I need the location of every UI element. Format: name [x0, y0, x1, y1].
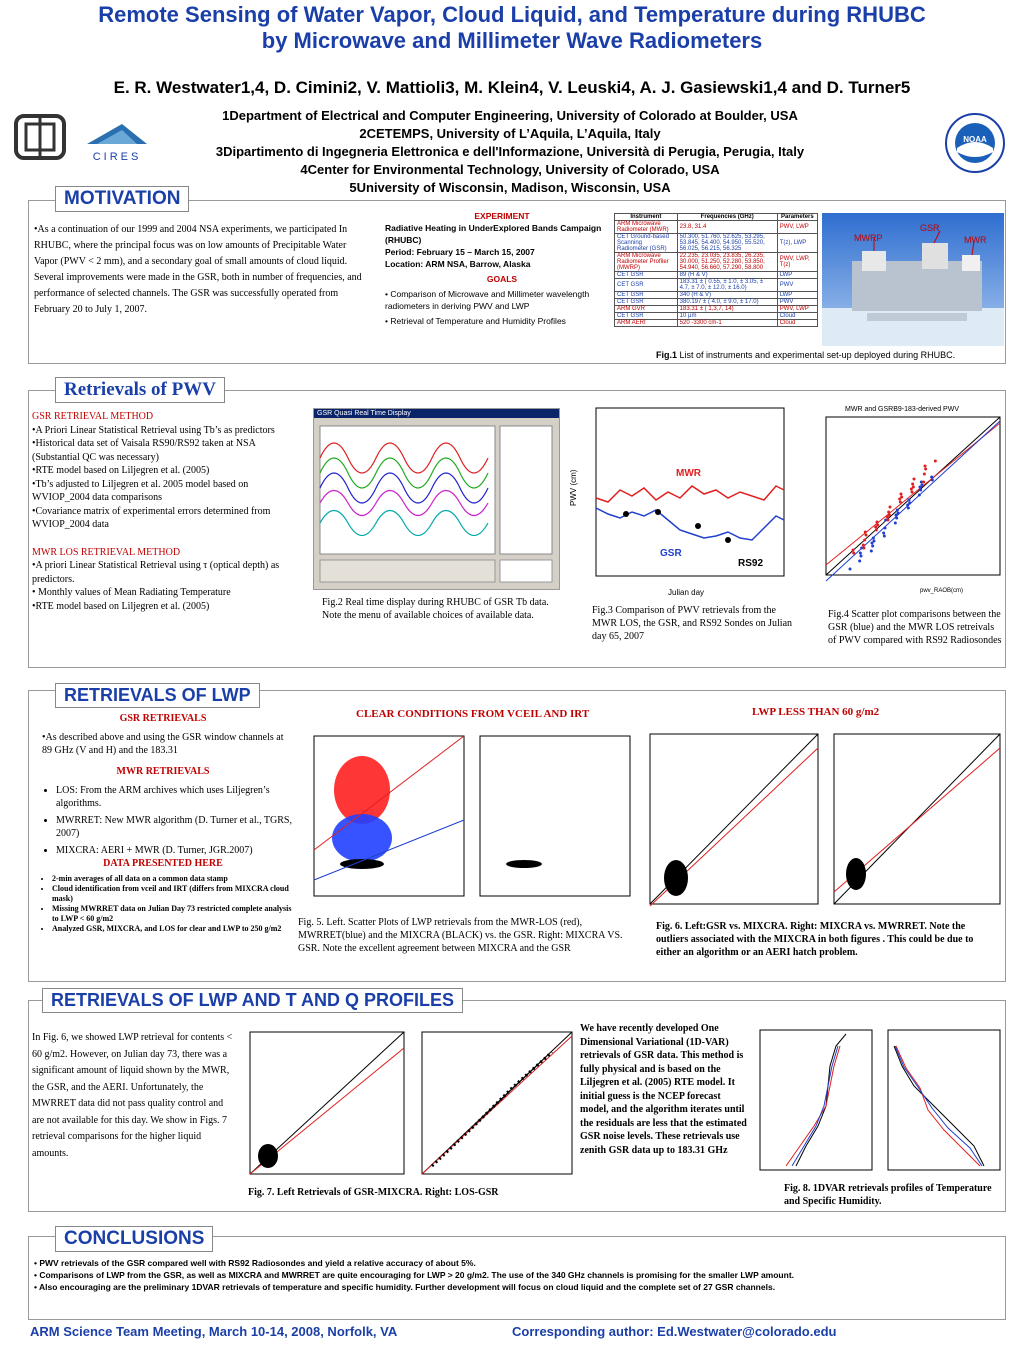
fig3-caption: Fig.3 Comparison of PWV retrievals from the MWR LOS, the GSR, and RS92 Sondes on Julian day 65, 2007: [592, 605, 793, 642]
noaa-logo-text: NOAA: [963, 135, 987, 144]
table-cell: 89 (H & V): [677, 272, 777, 279]
mwr-point: [889, 506, 892, 509]
table-cell: PWV, LWP, T(z): [777, 253, 817, 272]
author-list: E. R. Westwater1,4, D. Cimini2, V. Mattioli3, M. Klein4, V. Leuski4, A. J. Gasiewski1,4 and D. Turner5: [113, 78, 911, 97]
fig2-plot: [314, 418, 559, 586]
motivation-text: •As a continuation of our 1999 and 2004 NSA experiments, we participated In RHUBC, where the principal focus was on low amounts of Precipitable Water Vapor (PWV < 2 mm), and a secondary goal of small amounts of cloud liquid. Several improvements were made in the GSR, both in number of frequencies, and performance of selected channels. The GSR was successfully operated from February 20 to July 1, 2007.: [34, 224, 362, 315]
experiment-line-3: Location: ARM NSA, Barrow, Alaska: [385, 259, 531, 269]
fig3-label-rs92: RS92: [738, 558, 764, 569]
gsr-point: [908, 502, 911, 505]
mwr-point: [923, 473, 926, 476]
table-cell: ARM Microwave Radiometer (MWR): [615, 221, 678, 234]
table-cell: CET GSR: [615, 272, 678, 279]
conclusions-list: [34, 1257, 1000, 1293]
data-item-3: • Missing MWRRET data on Julian Day 73 restricted complete analysis to LWP < 60 g/m2: [52, 904, 292, 924]
mwr-point: [900, 496, 903, 499]
table-row: [615, 234, 818, 253]
mwr-point: [876, 524, 879, 527]
gsr-point: [918, 494, 921, 497]
table-cell: 183.31 ± ( 0.55, ± 1.0, ± 3.05, ± 4.7, ± 7.0, ± 12.0, ± 16.0): [677, 279, 777, 292]
gsr-method-item-1: •A Priori Linear Statistical Retrieval using Tb’s as predictors: [32, 424, 275, 436]
poster-title: [0, 2, 1024, 54]
gsr-point: [921, 484, 924, 487]
mwr-method-item-1: •A priori Linear Statistical Retrieval using τ (optical depth) as predictors.: [32, 560, 280, 585]
fig2-caption: Fig.2 Real time display during RHUBC of GSR Tb data. Note the menu of available choices of available data.: [322, 597, 549, 621]
gsr-point: [871, 545, 874, 548]
fig4-plot: [800, 406, 1004, 598]
photo-label-mwr: MWR: [964, 235, 987, 245]
gsr-method-item-5: •Covariance matrix of experimental errors determined from WVIOP_2004 data: [32, 505, 271, 530]
fig1-caption: [656, 350, 955, 360]
table-cell: ARM GVR: [615, 306, 678, 313]
table-cell: LWP: [777, 272, 817, 279]
mwr-method-heading: MWR LOS RETRIEVAL METHOD: [32, 546, 181, 558]
mwr-point: [924, 465, 927, 468]
data-item-4: • Analyzed GSR, MIXCRA, and LOS for clear and LWP to 250 g/m2: [52, 924, 292, 934]
footer-corresponding: Corresponding author: Ed.Westwater@colorado.edu: [512, 1324, 837, 1339]
table-row: [615, 313, 818, 320]
mwr-point: [887, 511, 890, 514]
goal-2: • Retrieval of Temperature and Humidity Profiles: [385, 316, 566, 326]
mwr-point: [911, 491, 914, 494]
table-cell: PWV: [777, 299, 817, 306]
gsr-point: [896, 509, 899, 512]
table-cell: 22.235, 23.035, 23.835, 26.235, 30.000, 51.250, 52.280, 53.850, 54.940, 56.660, 57.290, 58.800: [677, 253, 777, 272]
fig4-caption: Fig.4 Scatter plot comparisons between the GSR (blue) and the MWR LOS retreivals of PWV compared with RS92 Radiosondes: [828, 609, 1002, 646]
table-cell: CET GSR: [615, 279, 678, 292]
mwr-point: [924, 468, 927, 471]
fig7-left-plot: [240, 1028, 410, 1178]
cires-logo: [82, 120, 152, 163]
mwr-point: [862, 544, 865, 547]
table-header-parameters: Parameters: [777, 214, 817, 221]
cires-logo-text: CIRES: [92, 151, 142, 163]
affiliation-3: 3Dipartimento di Ingegneria Elettronica e dell'Informazione, Università di Perugia, Perugia, Italy: [215, 144, 805, 159]
table-cell: PWV: [777, 279, 817, 292]
table-header-instrument: Instrument: [615, 214, 678, 221]
table-cell: 10 μm: [677, 313, 777, 320]
fig3-ylabel: PWV (cm): [569, 469, 578, 506]
gsr-point: [919, 489, 922, 492]
conclusion-3: • Also encouraging are the preliminary 1DVAR retrievals of temperature and specific humidity. Further development will focus on cloud liquid and the complete set of 27 GSR channels.: [34, 1282, 776, 1292]
gsr-retrievals-text: •As described above and using the GSR window channels at 89 GHz (V and H) and the 183.31: [42, 732, 284, 756]
cu-logo: [12, 112, 68, 162]
gsr-point: [872, 537, 875, 540]
gsr-method-heading: GSR RETRIEVAL METHOD: [32, 411, 154, 422]
fig5-left-plot: [300, 730, 470, 910]
fig5-caption: Fig. 5. Left. Scatter Plots of LWP retrievals from the MWR-LOS (red), MWRRET(blue) and the MIXCRA (BLACK) vs. the GSR. Right: MIXCRA VS. GSR. Note the excellent agreement between MIXCRA and the GSR: [298, 917, 623, 954]
table-cell: ARM Microwave Radiometer Profiler (MWRP): [615, 253, 678, 272]
table-row: [615, 306, 818, 313]
mwr-method-item-3: •RTE model based on Liljegren et al. (2005): [32, 600, 210, 612]
setup-photo: [822, 213, 1004, 346]
profiles-left-text: In Fig. 6, we showed LWP retrieval for contents < 60 g/m2. However, on Julian day 73, there was a significant amount of liquid shown by the MWR, the GSR, and the AERI. Unfortunately, the MWRRET data did not pass quality control and are not available for this day. We show in Figs. 7 retrieval comparisons for the higher liquid amounts.: [32, 1032, 233, 1159]
photo-label-gsr: GSR: [920, 223, 940, 233]
fig7-caption: Fig. 7. Left Retrievals of GSR-MIXCRA. Right: LOS-GSR: [248, 1187, 499, 1198]
table-row: [615, 279, 818, 292]
data-item-1: • 2-min averages of all data on a common data stamp: [52, 874, 292, 884]
mwr-point: [911, 483, 914, 486]
clear-conditions-heading: CLEAR CONDITIONS FROM VCEIL AND IRT: [356, 708, 590, 720]
mwr-point: [912, 486, 915, 489]
fig2-screenshot: [313, 408, 560, 590]
instrument-table: [614, 213, 818, 327]
affiliation-2: 2CETEMPS, University of L’Aquila, L’Aquila, Italy: [359, 126, 661, 141]
mwr-point: [875, 529, 878, 532]
experiment-box: [385, 210, 619, 327]
gsr-point: [859, 552, 862, 555]
fig8-humidity-plot: [884, 1026, 1004, 1176]
gsr-point: [907, 507, 910, 510]
noaa-logo: [944, 112, 1006, 174]
fig3-label-mwr: MWR: [676, 468, 701, 479]
mwr-point: [852, 549, 855, 552]
fig6-left-plot: [646, 728, 822, 908]
conclusion-1: • PWV retrievals of the GSR compared well with RS92 Radiosondes and yield a relative accuracy of about 5%.: [34, 1258, 476, 1268]
table-row: [615, 272, 818, 279]
table-row: [615, 221, 818, 234]
gsr-point: [884, 527, 887, 530]
goal-1: • Comparison of Microwave and Millimeter wavelength radiometers in deriving PWV and LWP: [385, 289, 590, 311]
table-cell: 50.300, 51.760, 52.625, 53.295, 53.845, 54.400, 54.950, 55.520, 56.025, 56.215, 56.325: [677, 234, 777, 253]
affiliations: [160, 107, 860, 197]
table-cell: PWV, LWP: [777, 221, 817, 234]
fig8-caption: Fig. 8. 1DVAR retrievals profiles of Temperature and Specific Humidity.: [784, 1183, 992, 1207]
gsr-point: [870, 550, 873, 553]
photo-label-mwrp: MWRP: [854, 233, 883, 243]
table-cell: 380.197 ± ( 4.0, ± 9.0, ± 17.0): [677, 299, 777, 306]
profiles-heading: RETRIEVALS OF LWP AND T AND Q PROFILES: [42, 988, 463, 1013]
instrument-table-wrap: [614, 213, 818, 327]
mwr-point: [852, 552, 855, 555]
lwp-heading: RETRIEVALS OF LWP: [55, 683, 260, 708]
fig4-title: MWR and GSRB9-183-derived PWV: [845, 406, 959, 413]
mwr-point: [922, 481, 925, 484]
table-row: [615, 253, 818, 272]
mwr-point: [863, 539, 866, 542]
footer-meeting: ARM Science Team Meeting, March 10-14, 2008, Norfolk, VA: [30, 1324, 398, 1339]
gsr-point: [930, 476, 933, 479]
table-cell: CET GSR: [615, 299, 678, 306]
table-row: [615, 320, 818, 327]
mwr-point: [887, 519, 890, 522]
affiliation-5: 5University of Wisconsin, Madison, Wisconsin, USA: [349, 180, 671, 195]
gsr-point: [858, 560, 861, 563]
motivation-heading: MOTIVATION: [55, 186, 189, 212]
fig6-caption: Fig. 6. Left:GSR vs. MIXCRA. Right: MIXCRA vs. MWRRET. Note the outliers associated with the MIXCRA in both figures . This could be due to either an algorithm or an AERI hatch problem.: [656, 921, 974, 958]
fig8-temperature-plot: [756, 1026, 876, 1176]
lwp-less-heading: LWP LESS THAN 60 g/m2: [752, 706, 880, 718]
gsr-point: [860, 555, 863, 558]
title-line-1: Remote Sensing of Water Vapor, Cloud Liquid, and Temperature during RHUBC: [98, 2, 926, 27]
profiles-mid-text: We have recently developed One Dimensional Variational (1D-VAR) retrievals of GSR data. This method is fully physical and is based on the Liljegren et al. (2005) RTE model. It initial guess is the NCEP forecast model, and the algorithm iterates until the residuals are less that the estimated GSR noise levels. These retrievals use zenith GSR data up to 183.31 GHz: [580, 1023, 747, 1156]
table-cell: LWP: [777, 292, 817, 299]
mwr-retrieval-item-2: • MWRRET: New MWR algorithm (D. Turner et al., TGRS, 2007): [56, 814, 292, 840]
conclusions-heading: CONCLUSIONS: [55, 1226, 213, 1252]
fig3-xlabel: Julian day: [668, 588, 705, 597]
gsr-point: [897, 512, 900, 515]
data-item-2: • Cloud identification from vceil and IRT (differs from MIXCRA cloud mask): [52, 884, 292, 904]
gsr-point: [883, 535, 886, 538]
fig2-window-title: GSR Quasi Real Time Display: [314, 409, 559, 418]
table-cell: ARM AERI: [615, 320, 678, 327]
gsr-point: [873, 540, 876, 543]
table-cell: Cloud: [777, 320, 817, 327]
fig1-caption-text: List of instruments and experimental set-up deployed during RHUBC.: [679, 350, 956, 360]
gsr-point: [908, 499, 911, 502]
mwr-method-item-2: • Monthly values of Mean Radiating Temperature: [32, 587, 231, 598]
fig6-right-plot: [830, 728, 1004, 908]
gsr-method-item-3: •RTE model based on Liljegren et al. (2005): [32, 465, 210, 476]
instrument-table-body: [615, 221, 818, 327]
gsr-point: [849, 568, 852, 571]
mwr-point: [876, 521, 879, 524]
table-cell: 340 (H & V): [677, 292, 777, 299]
experiment-line-2: Period: February 15 – March 15, 2007: [385, 247, 535, 257]
mwr-point: [865, 534, 868, 537]
lwp-methods: [34, 712, 292, 934]
mwr-point: [900, 493, 903, 496]
table-cell: PWV, LWP: [777, 306, 817, 313]
affiliation-4: 4Center for Environmental Technology, University of Colorado, USA: [300, 162, 720, 177]
conclusion-2: • Comparisons of LWP from the GSR, as well as MIXCRA and MWRRET are quite encouraging for LWP > 20 g/m2. The use of the 340 GHz channels is promising for the smaller LWP amount.: [34, 1270, 795, 1280]
gsr-method-item-4: •Tb’s adjusted to Liljegren et al. 2005 model based on WVIOP_2004 data comparisons: [32, 478, 249, 503]
fig1-label: Fig.1: [656, 350, 678, 360]
table-row: [615, 292, 818, 299]
gsr-retrievals-heading: GSR RETRIEVALS: [119, 713, 207, 724]
mwr-point: [864, 531, 867, 534]
pwv-methods: [32, 410, 304, 613]
table-cell: 520 -3300 cm-1: [677, 320, 777, 327]
pwv-heading: Retrievals of PWV: [55, 377, 225, 403]
table-cell: CET GSR: [615, 292, 678, 299]
fig3-label-gsr: GSR: [660, 548, 682, 559]
mwr-point: [899, 501, 902, 504]
mwr-retrievals-heading: MWR RETRIEVALS: [116, 766, 210, 777]
mwr-point: [888, 514, 891, 517]
table-cell: 23.8, 31.4: [677, 221, 777, 234]
table-cell: CET Ground-based Scanning Radiometer (GSR): [615, 234, 678, 253]
gsr-point: [931, 479, 934, 482]
mwr-retrieval-item-3: • MIXCRA: AERI + MWR (D. Turner, JGR.2007): [56, 844, 292, 857]
table-cell: CET GSR: [615, 313, 678, 320]
mwr-retrieval-item-1: • LOS: From the ARM archives which uses Liljegren’s algorithms.: [56, 784, 292, 810]
fig4-xlabel: pwv_RAOB(cm): [920, 588, 964, 594]
fig5-right-plot: [476, 730, 636, 910]
gsr-point: [895, 517, 898, 520]
fig7-right-plot: [412, 1028, 580, 1178]
affiliation-1: 1Department of Electrical and Computer Engineering, University of Colorado at Boulder, USA: [222, 108, 798, 123]
mwr-point: [934, 460, 937, 463]
mwr-point: [913, 478, 916, 481]
table-cell: 183.31 ± ( 1,3,7, 14): [677, 306, 777, 313]
gsr-point: [882, 532, 885, 535]
gsr-point: [894, 522, 897, 525]
fig3-plot: [568, 400, 788, 600]
gsr-method-item-2: •Historical data set of Vaisala RS90/RS92 taken at NSA (Substantial QC was necessary): [32, 438, 256, 463]
table-cell: T(z), LWP: [777, 234, 817, 253]
table-row: [615, 299, 818, 306]
table-header-frequencies: Frequencies (GHz): [677, 214, 777, 221]
experiment-heading: EXPERIMENT: [474, 211, 530, 221]
title-line-2: by Microwave and Millimeter Wave Radiometers: [261, 28, 763, 53]
mwr-point: [863, 547, 866, 550]
experiment-line-1: Radiative Heating in UnderExplored Bands Campaign (RHUBC): [385, 223, 602, 245]
table-cell: Cloud: [777, 313, 817, 320]
goals-heading: GOALS: [486, 274, 518, 284]
data-presented-heading: DATA PRESENTED HERE: [103, 858, 223, 869]
